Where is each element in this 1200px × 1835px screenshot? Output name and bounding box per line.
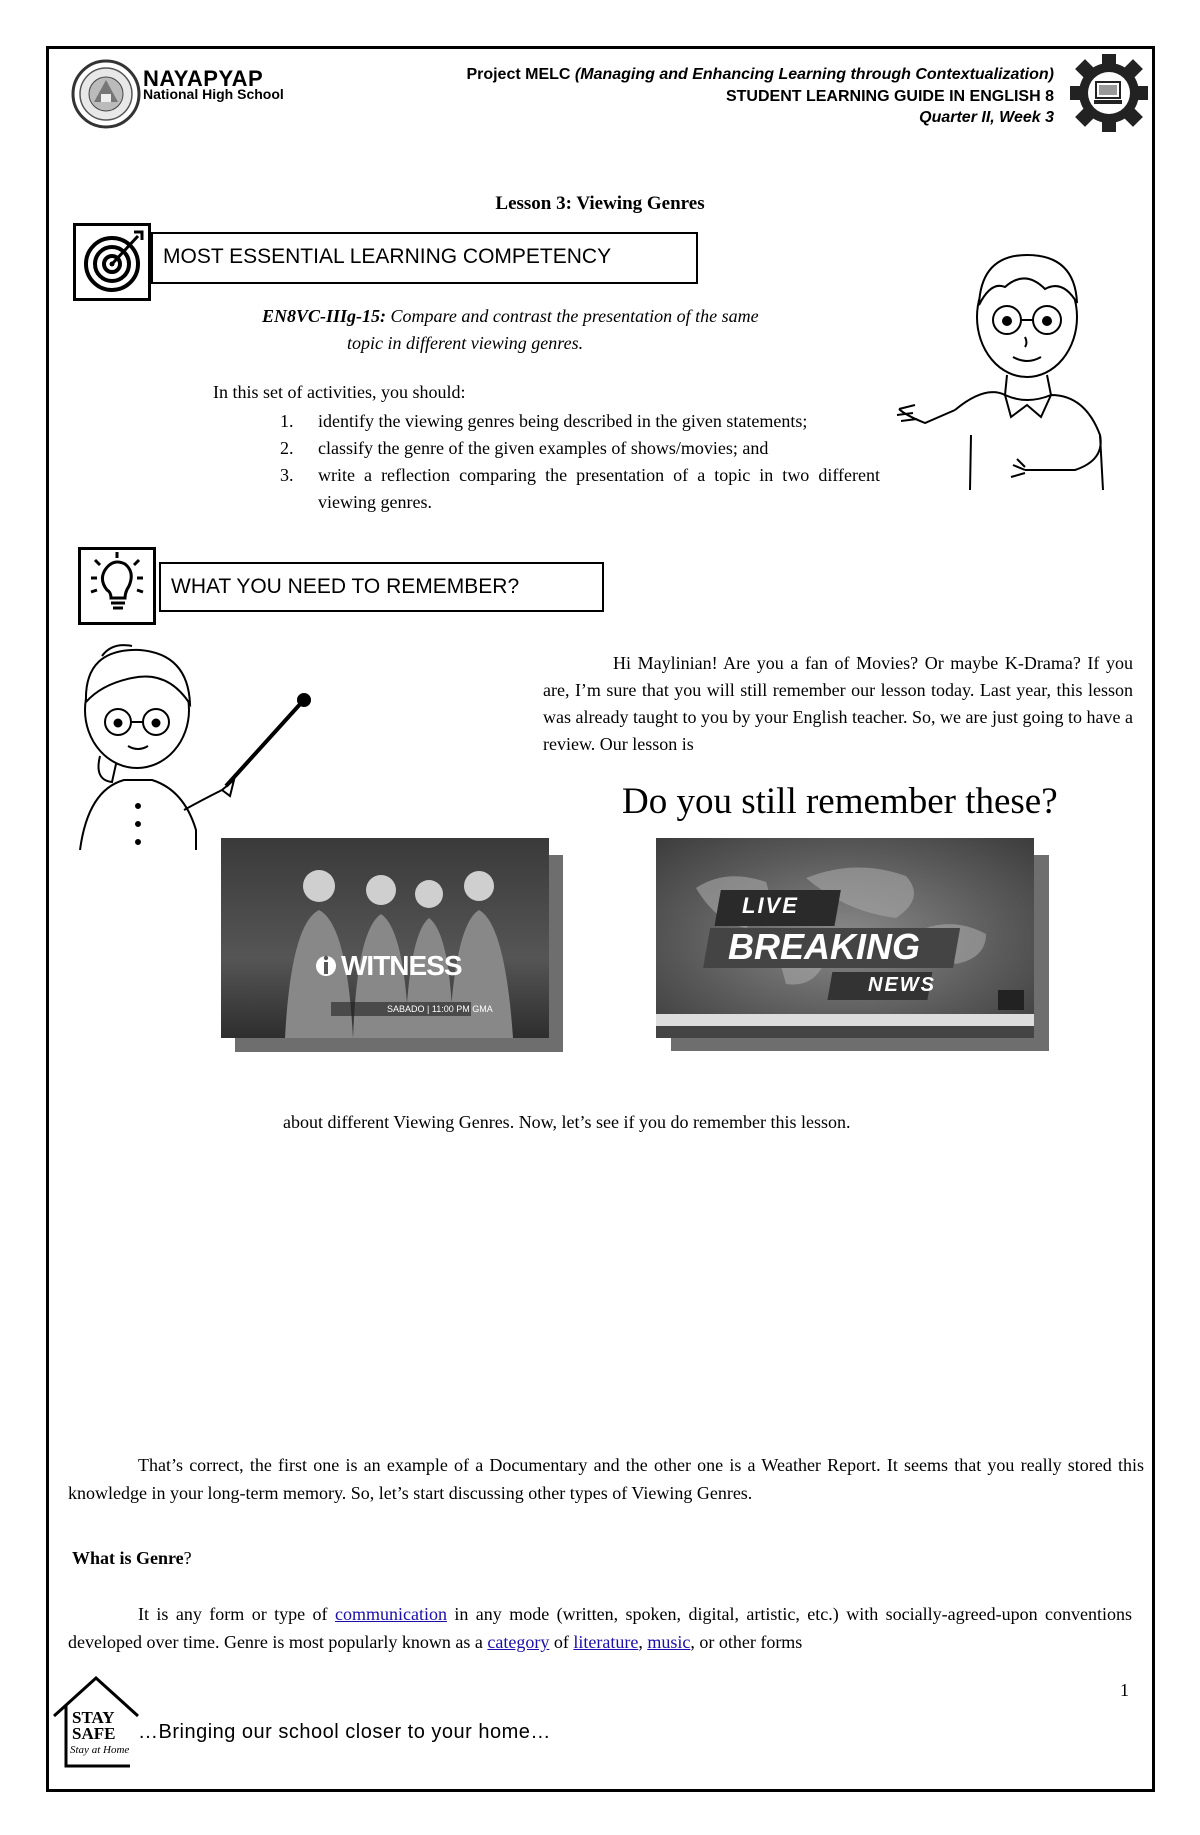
school-name: NAYAPYAP xyxy=(143,66,264,91)
show-schedule: SABADO | 11:00 PM GMA xyxy=(387,1004,493,1014)
lightbulb-icon xyxy=(78,547,156,625)
boy-pointing-illustration xyxy=(895,245,1115,500)
list-item: 3. write a reflection comparing the presentation of a topic in two different viewing genres. xyxy=(280,465,880,512)
quarter-week: Quarter II, Week 3 xyxy=(919,109,1054,126)
project-title: Project MELC (Managing and Enhancing Learning through Contextualization) xyxy=(466,66,1054,83)
live-label: LIVE xyxy=(742,893,799,918)
guide-title: STUDENT LEARNING GUIDE IN ENGLISH 8 xyxy=(725,88,1054,105)
genre-definition-paragraph: It is any form or type of communication in any mode (written, spoken, digital, artistic, etc.) with socially-agreed-upon conventions developed over time. Genre is most popularly known as a category of literature, music, or other forms xyxy=(68,1604,1132,1652)
link-communication[interactable]: communication xyxy=(334,1604,447,1624)
news-label: NEWS xyxy=(868,974,936,996)
target-icon xyxy=(73,223,151,301)
breaking-news-image xyxy=(656,838,1034,1038)
answer-paragraph: That’s correct, the first one is an example of a Documentary and the other one is a Weather Report. It seems that you really stored this knowledge in your long-term memory. So, let’s start discussing other types of Viewing Genres. xyxy=(68,1455,1144,1503)
footer-tagline: …Bringing our school closer to your home… xyxy=(138,1721,551,1743)
intro-paragraph: Hi Maylinian! Are you a fan of Movies? Or maybe K-Drama? If you are, I’m sure that you will still remember our lesson today. Last year, this lesson was already taught to you by your English teacher. So, we are just going to have a review. Our lesson is xyxy=(543,653,1133,754)
list-item: 1. identify the viewing genres being described in the given statements; xyxy=(280,411,808,431)
objectives-intro: In this set of activities, you should: xyxy=(213,382,466,402)
breaking-label: BREAKING xyxy=(728,926,921,967)
competency-statement: EN8VC-IIIg-15: Compare and contrast the presentation of the same topic in different viewing genres. xyxy=(262,306,759,353)
lesson-topic-sentence: about different Viewing Genres. Now, let’s see if you do remember this lesson. xyxy=(283,1112,851,1132)
remember-question: Do you still remember these? xyxy=(622,781,1058,822)
school-logo xyxy=(68,58,148,130)
objectives-list xyxy=(280,408,880,516)
link-category[interactable]: category xyxy=(487,1632,550,1652)
page-number: 1 xyxy=(1120,1680,1129,1700)
teacher-with-pointer-illustration xyxy=(72,640,347,850)
competency-code: EN8VC-IIIg-15: xyxy=(262,306,387,326)
remember-heading: WHAT YOU NEED TO REMEMBER? xyxy=(159,562,604,612)
link-music[interactable]: music xyxy=(647,1632,691,1652)
genre-question: What is Genre? xyxy=(72,1548,192,1568)
gear-logo-icon xyxy=(1068,52,1150,134)
show-title: WITNESS xyxy=(341,950,462,981)
school-subtitle: National High School xyxy=(143,86,284,102)
link-literature[interactable]: literature xyxy=(573,1632,639,1652)
melc-heading: MOST ESSENTIAL LEARNING COMPETENCY xyxy=(151,232,698,284)
list-item: 2. classify the genre of the given examples of shows/movies; and xyxy=(280,438,769,458)
documentary-show-image xyxy=(221,838,549,1038)
stay-safe-house-icon: STAY SAFE Stay at Home xyxy=(50,1672,142,1772)
lesson-title: Lesson 3: Viewing Genres xyxy=(495,193,705,214)
